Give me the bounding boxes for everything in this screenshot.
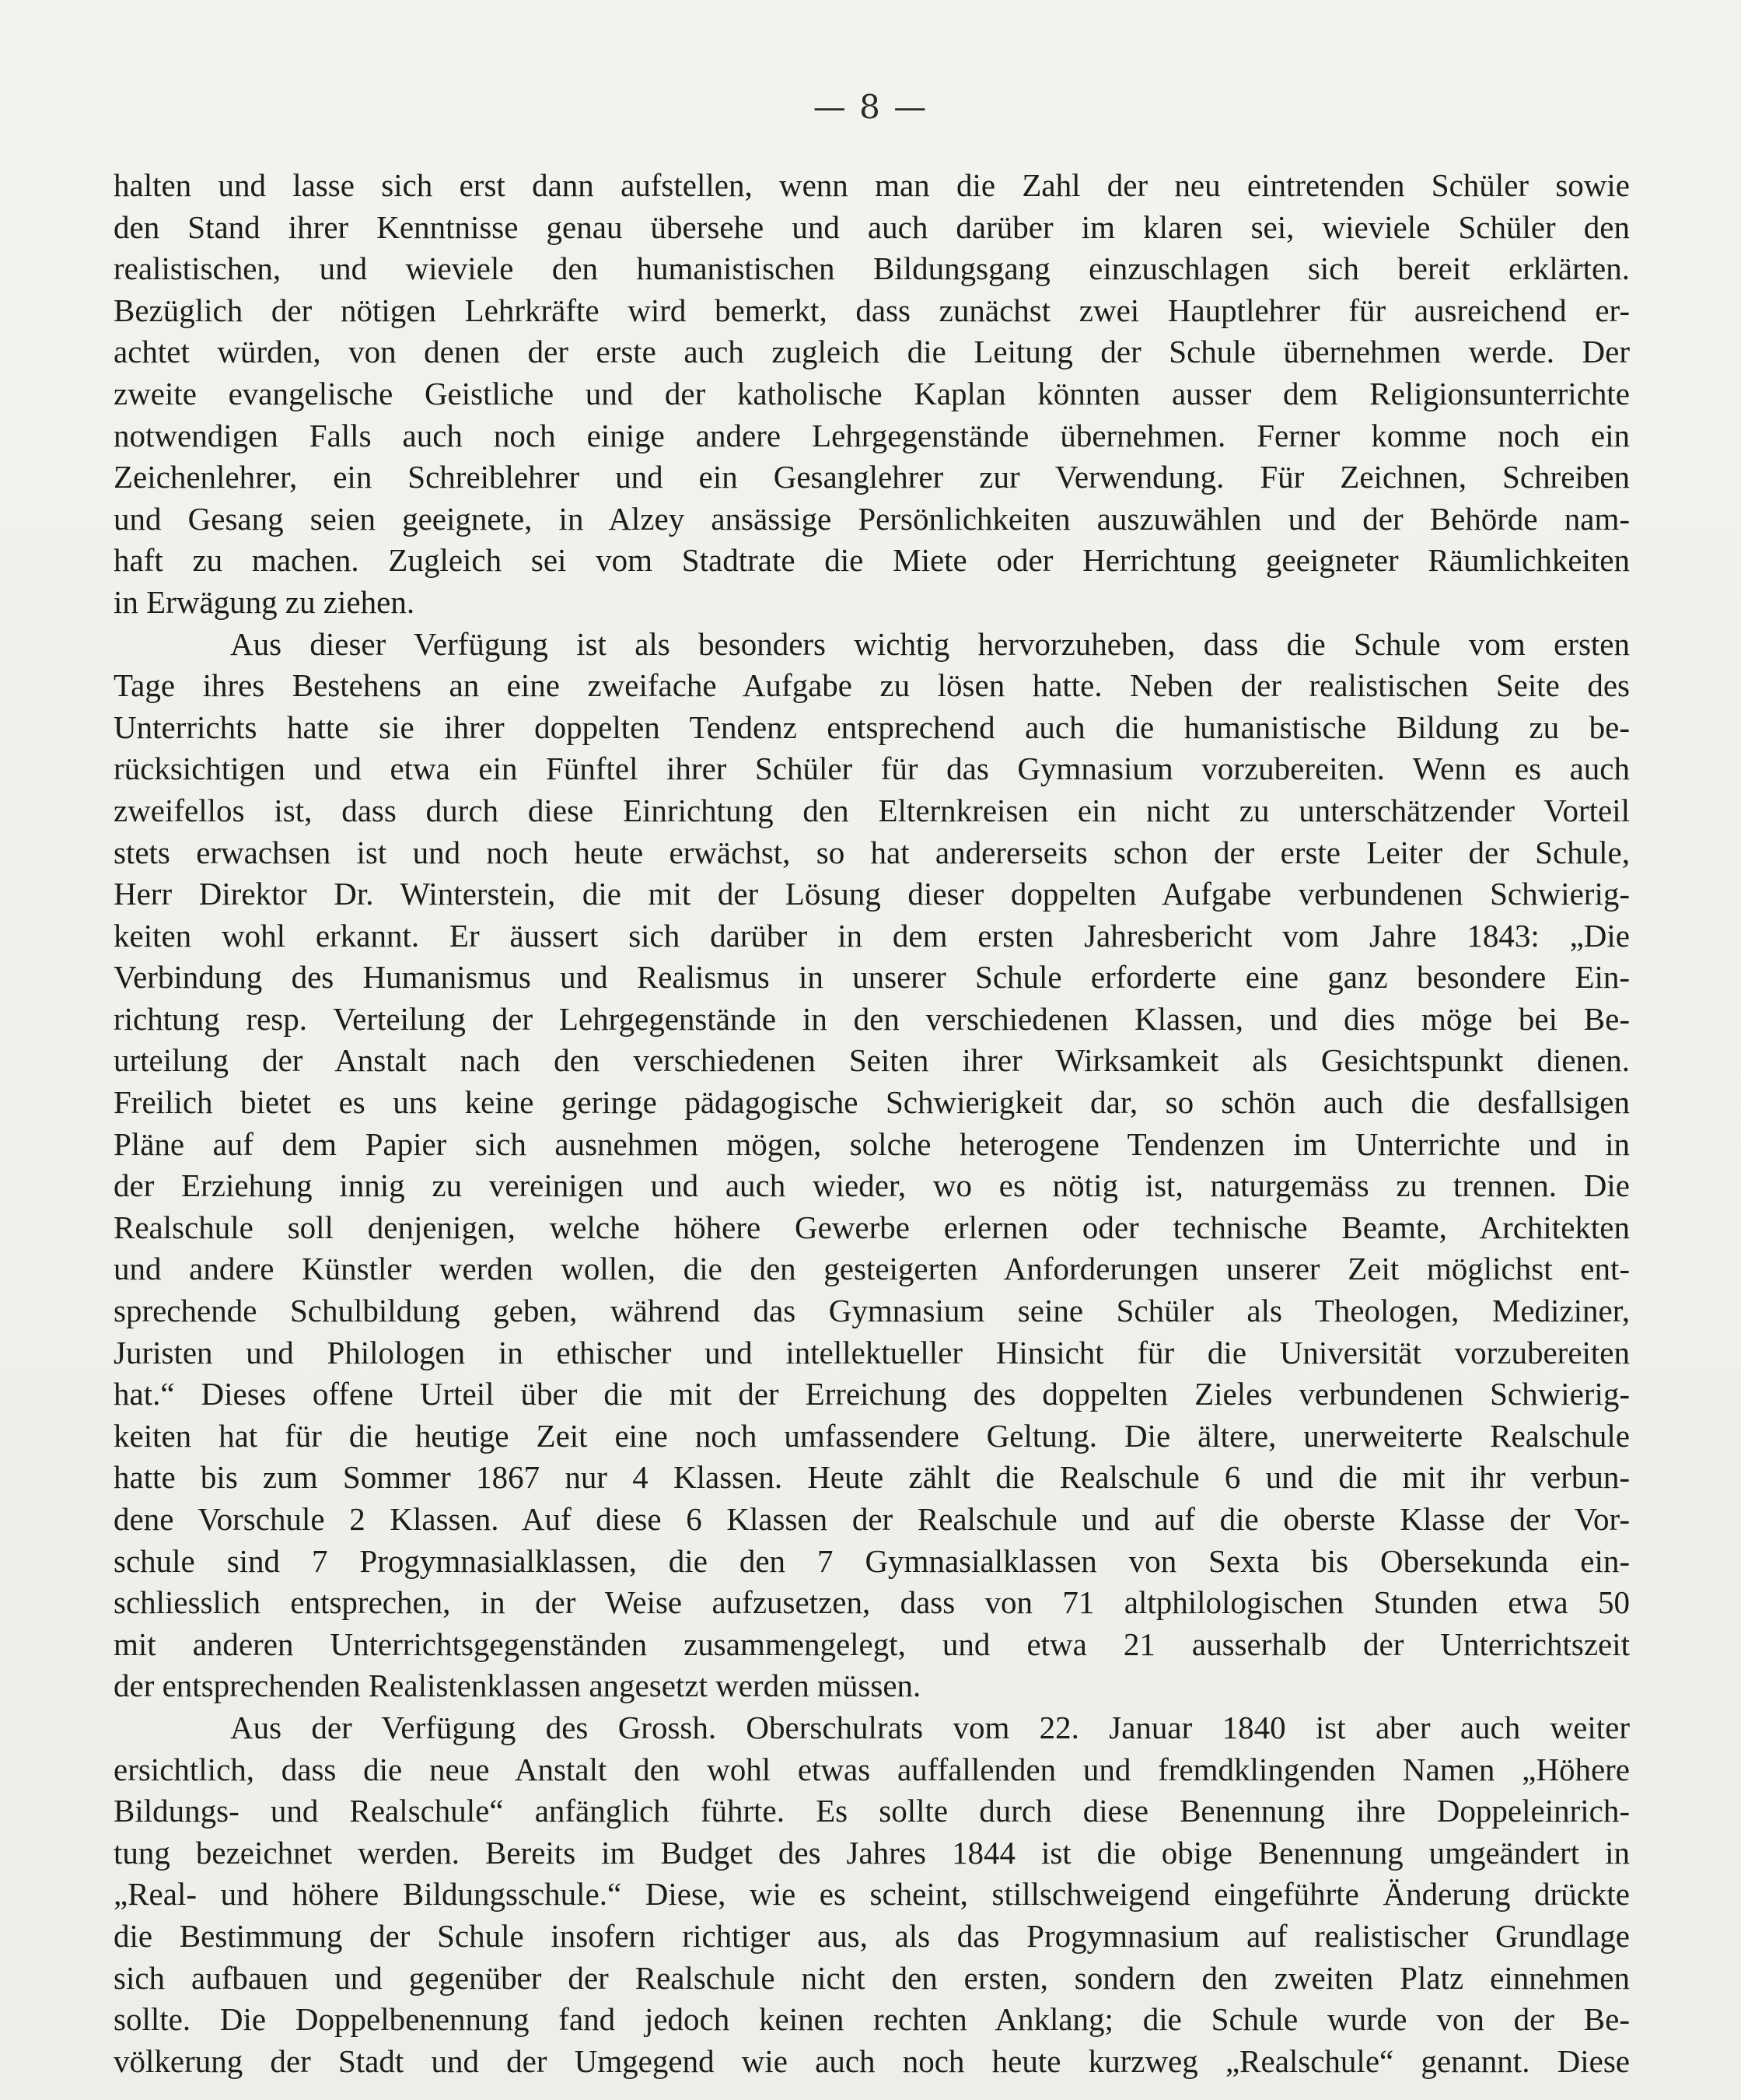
body-text: [114, 165, 1630, 2082]
text-line: keiten hat für die heutige Zeit eine noch umfassendere Geltung. Die ältere, unerweiterte Realschule: [114, 1417, 1630, 1454]
text-line: zweifellos ist, dass durch diese Einrichtung den Elternkreisen ein nicht zu unterschätzender Vorteil: [114, 792, 1630, 828]
text-line: halten und lasse sich erst dann aufstellen, wenn man die Zahl der neu eintretenden Schüler sowie: [114, 167, 1630, 203]
paragraph-start-line: Aus dieser Verfügung ist als besonders wichtig hervorzuheben, dass die Schule vom ersten: [230, 625, 1630, 662]
text-line: zweite evangelische Geistliche und der katholische Kaplan könnten ausser dem Religionsunterrichte: [114, 375, 1630, 411]
text-line: Bildungs- und Realschule“ anfänglich führte. Es sollte durch diese Benennung ihre Doppeleinrich-: [114, 1793, 1630, 1829]
text-line: Tage ihres Bestehens an eine zweifache Aufgabe zu lösen hatte. Neben der realistischen Seite des: [114, 667, 1630, 704]
text-line: die Bestimmung der Schule insofern richtiger aus, als das Progymnasium auf realistischer Grundlage: [114, 1917, 1630, 1954]
text-line: ersichtlich, dass die neue Anstalt den wohl etwas auffallenden und fremdklingenden Namen „Höhere: [114, 1751, 1630, 1787]
text-line: und andere Künstler werden wollen, die den gesteigerten Anforderungen unserer Zeit möglichst ent-: [114, 1251, 1630, 1287]
text-line: tung bezeichnet werden. Bereits im Budget des Jahres 1844 ist die obige Benennung umgeändert in: [114, 1834, 1630, 1871]
text-line: realistischen, und wieviele den humanistischen Bildungsgang einzuschlagen sich bereit erklärten.: [114, 250, 1630, 287]
text-line: hat.“ Dieses offene Urteil über die mit der Erreichung des doppelten Zieles verbundenen Schwierig-: [114, 1376, 1630, 1412]
text-line: „Real- und höhere Bildungsschule.“ Diese, wie es scheint, stillschweigend eingeführte Änderung drückte: [114, 1876, 1630, 1913]
paragraph-start-line: Aus der Verfügung des Grossh. Oberschulrats vom 22. Januar 1840 ist aber auch weiter: [230, 1709, 1630, 1745]
paragraph-end-line: in Erwägung zu ziehen.: [114, 583, 415, 620]
text-line: sprechende Schulbildung geben, während das Gymnasium seine Schüler als Theologen, Mediziner,: [114, 1293, 1630, 1329]
text-line: haft zu machen. Zugleich sei vom Stadtrate die Miete oder Herrichtung geeigneter Räumlichkeiten: [114, 542, 1630, 579]
text-line: urteilung der Anstalt nach den verschiedenen Seiten ihrer Wirksamkeit als Gesichtspunkt dienen.: [114, 1042, 1630, 1079]
text-line: den Stand ihrer Kenntnisse genau übersehe und auch darüber im klaren sei, wieviele Schüler den: [114, 208, 1630, 245]
text-line: hatte bis zum Sommer 1867 nur 4 Klassen. Heute zählt die Realschule 6 und die mit ihr verbun-: [114, 1459, 1630, 1496]
text-line: notwendigen Falls auch noch einige andere Lehrgegenstände übernehmen. Ferner komme noch ein: [114, 417, 1630, 453]
text-line: und Gesang seien geeignete, in Alzey ansässige Persönlichkeiten auszuwählen und der Behörde nam-: [114, 500, 1630, 537]
text-line: Bezüglich der nötigen Lehrkräfte wird bemerkt, dass zunächst zwei Hauptlehrer für ausreichend er-: [114, 292, 1630, 328]
text-line: keiten wohl erkannt. Er äussert sich darüber in dem ersten Jahresbericht vom Jahre 1843: „Die: [114, 917, 1630, 954]
text-line: schliesslich entsprechen, in der Weise aufzusetzen, dass von 71 altphilologischen Stunden etwa 50: [114, 1584, 1630, 1621]
text-line: sollte. Die Doppelbenennung fand jedoch keinen rechten Anklang; die Schule wurde von der Be-: [114, 2001, 1630, 2038]
text-line: Juristen und Philologen in ethischer und intellektueller Hinsicht für die Universität vorzubereiten: [114, 1334, 1630, 1370]
paragraph-end-line: der entsprechenden Realistenklassen angesetzt werden müssen.: [114, 1668, 921, 1704]
text-line: schule sind 7 Progymnasialklassen, die den 7 Gymnasialklassen von Sexta bis Obersekunda ein-: [114, 1542, 1630, 1579]
text-line: richtung resp. Verteilung der Lehrgegenstände in den verschiedenen Klassen, und dies möge bei Be-: [114, 1000, 1630, 1037]
page-number: — 8 —: [813, 88, 928, 126]
text-line: mit anderen Unterrichtsgegenständen zusammengelegt, und etwa 21 ausserhalb der Unterrichtszeit: [114, 1626, 1630, 1662]
text-line: stets erwachsen ist und noch heute erwächst, so hat andererseits schon der erste Leiter der Schule,: [114, 834, 1630, 870]
text-line: dene Vorschule 2 Klassen. Auf diese 6 Klassen der Realschule und auf die oberste Klasse der Vor-: [114, 1501, 1630, 1537]
text-line: Zeichenlehrer, ein Schreiblehrer und ein Gesanglehrer zur Verwendung. Für Zeichnen, Schreiben: [114, 459, 1630, 495]
text-line: sich aufbauen und gegenüber der Realschule nicht den ersten, sondern den zweiten Platz einnehmen: [114, 1959, 1630, 1996]
text-line: achtet würden, von denen der erste auch zugleich die Leitung der Schule übernehmen werde. Der: [114, 334, 1630, 370]
text-line: Pläne auf dem Papier sich ausnehmen mögen, solche heterogene Tendenzen im Unterrichte und in: [114, 1125, 1630, 1162]
text-line: Herr Direktor Dr. Winterstein, die mit der Lösung dieser doppelten Aufgabe verbundenen Schwierig-: [114, 876, 1630, 912]
text-line: der Erziehung innig zu vereinigen und auch wieder, wo es nötig ist, naturgemäss zu trennen. Die: [114, 1167, 1630, 1204]
text-line: Unterrichts hatte sie ihrer doppelten Tendenz entsprechend auch die humanistische Bildung zu be-: [114, 709, 1630, 745]
text-line: Freilich bietet es uns keine geringe pädagogische Schwierigkeit dar, so schön auch die desfallsigen: [114, 1084, 1630, 1121]
text-line: Realschule soll denjenigen, welche höhere Gewerbe erlernen oder technische Beamte, Architekten: [114, 1209, 1630, 1245]
text-line: völkerung der Stadt und der Umgegend wie auch noch heute kurzweg „Realschule“ genannt. Diese: [114, 2042, 1630, 2079]
text-line: Verbindung des Humanismus und Realismus in unserer Schule erforderte eine ganz besondere Ein-: [114, 959, 1630, 996]
text-line: rücksichtigen und etwa ein Fünftel ihrer Schüler für das Gymnasium vorzubereiten. Wenn es auch: [114, 751, 1630, 787]
